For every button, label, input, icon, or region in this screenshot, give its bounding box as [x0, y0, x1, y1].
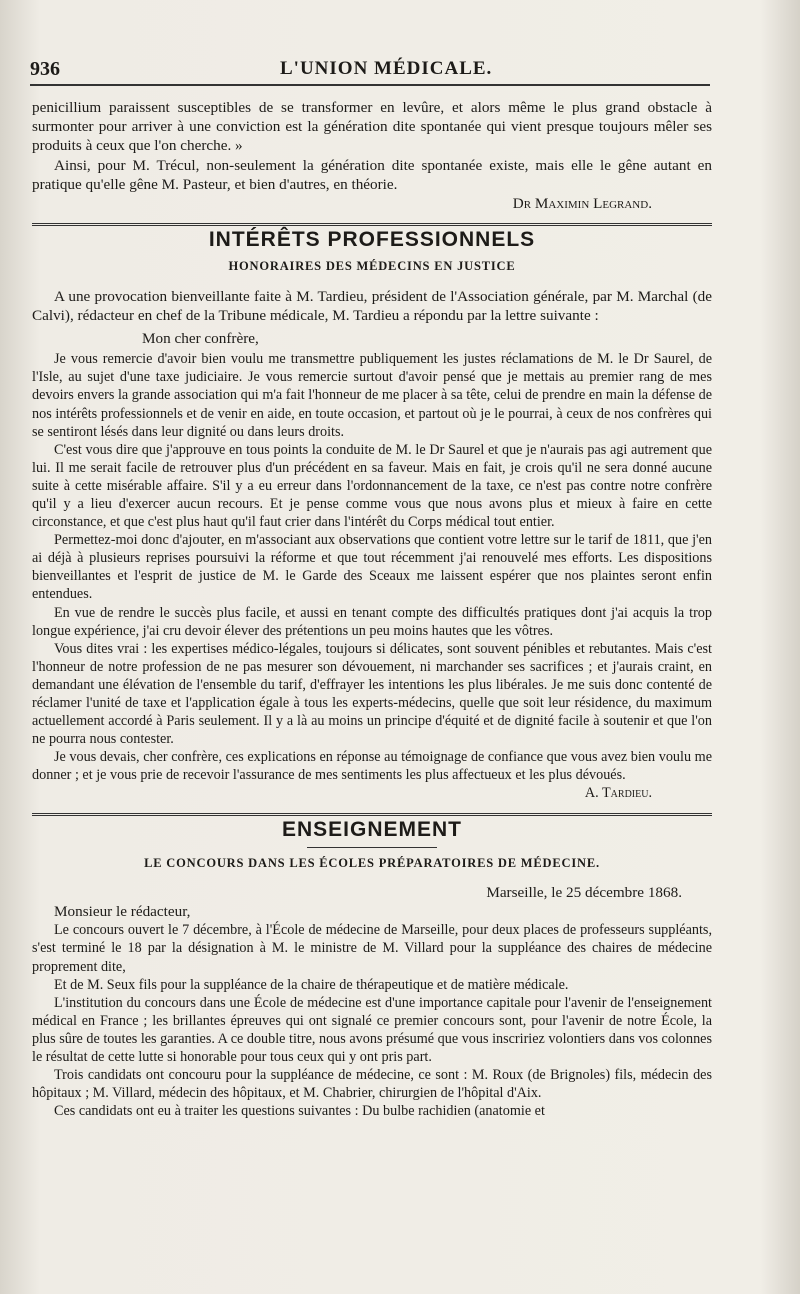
section-title-enseignement: ENSEIGNEMENT — [281, 817, 463, 841]
letter-salutation: Mon cher confrère, — [142, 330, 259, 348]
section2-paragraph: Ces candidats ont eu à traiter les questions suivantes : Du bulbe rachidien (anatomie et — [54, 1103, 545, 1120]
section-subtitle-concours: LE CONCOURS DANS LES ÉCOLES PRÉPARATOIRES DE MÉDECINE. — [144, 855, 600, 870]
section2-salutation: Monsieur le rédacteur, — [54, 903, 191, 921]
section-divider — [32, 813, 712, 816]
section1-intro: A une provocation bienveillante faite à M. Tardieu, président de l'Association générale, par M. Marchal (de Calvi), rédacteur en chef de la Tribune médicale, M. Tardieu a répondu par la lettre suivante : — [32, 287, 712, 324]
letter-signature: A. Tardieu. — [584, 785, 652, 802]
letter-paragraph: Vous dites vrai : les expertises médico-légales, toujours si délicates, sont souvent pénibles et rebutantes. Mais c'est l'honneur de notre profession de ne pas mesurer son dévouement, ni marchander ses sacrifices ; et j'aurais craint, en demandant une élévation de l'ensemble du tarif, d'effrayer les intentions les plus libérales. Je me suis donc contenté de réclamer l'unité de taxe et l'application égale à tous les experts-médecins, quelle que soit leur résidence, du maximum actuellement accordé à Paris seulement. Il y a là au moins un principe d'équité et de dignité facile à soutenir et que l'on ne pourra nous contester. — [32, 640, 712, 748]
letter-body — [32, 350, 712, 802]
dateline: Marseille, le 25 décembre 1868. — [486, 883, 682, 901]
article-body — [32, 98, 712, 1120]
section2-body — [32, 921, 712, 1120]
journal-title: L'UNION MÉDICALE. — [280, 58, 493, 79]
intro-paragraph-2: Ainsi, pour M. Trécul, non-seulement la génération dite spontanée existe, mais elle le gêne autant en pratique qu'elle gêne M. Pasteur, et bien d'autres, en théorie. — [32, 156, 712, 193]
section2-paragraph: L'institution du concours dans une École de médecine est d'une importance capitale pour l'avenir de l'enseignement médical en France ; les brillantes épreuves qui ont signalé ce premier concours sont, pour l'avenir de notre École, la plus sûre de toutes les garanties. A ce double titre, nous avons présumé que vous inscririez volontiers dans vos colonnes le résultat de cette lutte si honorable pour tous ceux qui y ont pris part. — [32, 994, 712, 1066]
letter-paragraph: Permettez-moi donc d'ajouter, en m'associant aux observations que contient votre lettre sur le tarif de 1811, que j'en ai déjà à plusieurs reprises poursuivi la réforme et que tout récemment j'ai renouvelé mes efforts. Les dispositions bienveillantes et l'esprit de justice de M. le Garde des Sceaux me laissent espérer que nos plaintes seront enfin entendues. — [32, 532, 712, 603]
section-title-interets: INTÉRÊTS PROFESSIONNELS — [208, 228, 536, 252]
section-divider — [32, 223, 712, 226]
letter-paragraph: Je vous remercie d'avoir bien voulu me transmettre publiquement les justes réclamations de M. le Dr Saurel, de l'Isle, au sujet d'une taxe judiciaire. Je vous remercie surtout d'avoir pensé que je mettais au premier rang de mes devoirs envers la grande association qui m'a fait l'honneur de me placer à sa tête, celui de prendre en main la défense de nos intérêts professionnels et de venir en aide, en toute occasion, et partout où je le pourrai, à ceux de nos confrères qui se sentiront lésés dans leur dignité ou dans leurs droits. — [32, 351, 712, 440]
section2-paragraph: Le concours ouvert le 7 décembre, à l'École de médecine de Marseille, pour deux places de professeurs suppléants, s'est terminé le 18 par la désignation à M. le ministre de M. Villard pour la suppléance des chaires de médecine proprement dite, — [32, 922, 712, 975]
letter-paragraph: En vue de rendre le succès plus facile, et aussi en tenant compte des difficultés pratiques dont j'ai acquis la trop longue expérience, j'ai cru devoir élever des prétentions un peu moins hautes que les vôtres. — [32, 604, 712, 639]
intro-signature: Dr Maximin Legrand. — [512, 195, 652, 213]
section-subtitle-honoraires: HONORAIRES DES MÉDECINS EN JUSTICE — [228, 259, 516, 274]
section2-paragraph: Trois candidats ont concouru pour la suppléance de médecine, ce sont : M. Roux (de Brignoles) fils, médecin des hôpitaux ; M. Villard, médecin des hôpitaux, et M. Chabrier, chirurgien de l'hôpital d'Aix. — [32, 1067, 712, 1102]
letter-paragraph: Je vous devais, cher confrère, ces explications en réponse au témoignage de confiance que vous avez bien voulu me donner ; et je vous prie de recevoir l'assurance de mes sentiments les plus affectueux et les plus dévoués. — [32, 749, 712, 784]
page-number: 936 — [30, 58, 60, 80]
section2-paragraph: Et de M. Seux fils pour la suppléance de la chaire de thérapeutique et de matière médicale. — [54, 976, 569, 993]
title-underline — [307, 847, 437, 848]
header-rule — [30, 84, 710, 86]
intro-paragraph-1: penicillium paraissent susceptibles de se transformer en levûre, et alors même le plus grand obstacle à surmonter pour arriver à une conviction est la génération dite spontanée qui vient presque toujours mêler ses produits à ceux que l'on cherche. » — [32, 99, 712, 155]
letter-paragraph: C'est vous dire que j'approuve en tous points la conduite de M. le Dr Saurel et que je n'aurais pas agi autrement que lui. Il me serait facile de retrouver plus d'un précédent en sa faveur. Mais en fait, je crois qu'il ne sera donné aucune suite à cette misérable affaire. S'il y a eu erreur dans l'ordonnancement de la taxe, ce n'est pas contre notre confrère qu'il y a lieu d'exercer aucun recours. Et je pense comme vous que nous avons plus et mieux à faire en cette circonstance, et que c'est plus haut qu'il faut crier dans l'intérêt du Corps médical tout entier. — [32, 441, 712, 531]
